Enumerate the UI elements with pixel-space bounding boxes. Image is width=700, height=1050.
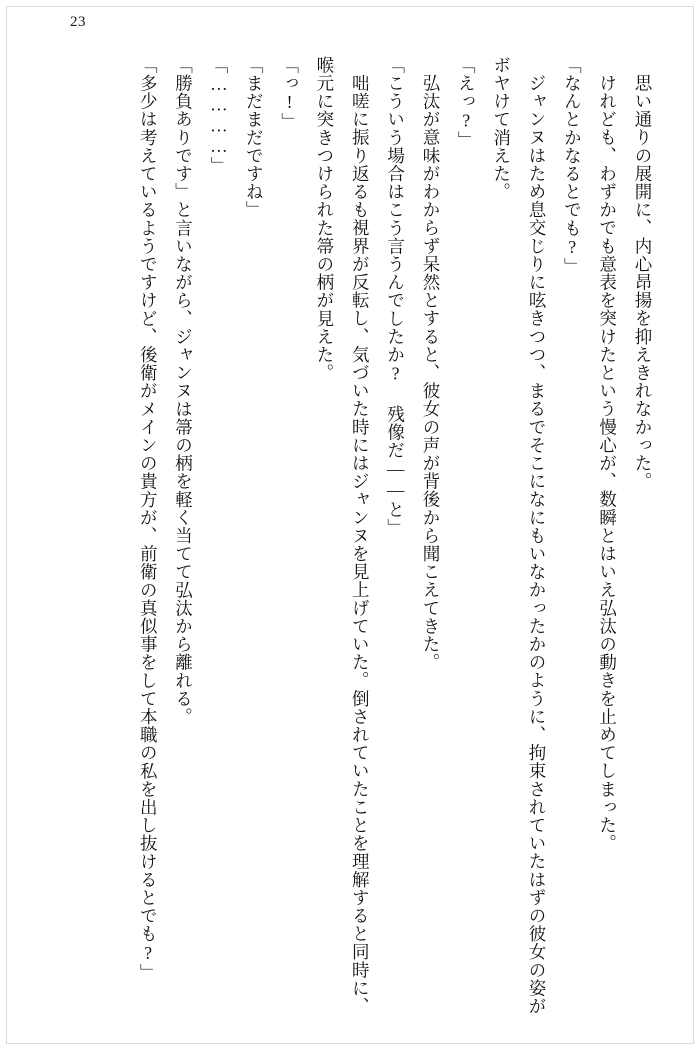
text-paragraph: 「えっ?」: [456, 56, 477, 149]
vertical-text-body: [38, 56, 660, 1022]
text-paragraph: 咄嗟に振り返るも視界が反転し、気づいた時にはジャンヌを見上げていた。倒されていたことを理解すると同時に、喉元に突きつけられた箒の柄が見えた。: [314, 56, 371, 1015]
text-paragraph: 弘汰が意味がわからず呆然とすると、彼女の声が背後から聞こえてきた。: [420, 73, 441, 671]
text-paragraph: 「っ!」: [279, 56, 300, 131]
text-paragraph: ジャンヌはため息交じりに呟きつつ、まるでそこになにもいなかったかのように、拘束されていたはずの彼女の姿がボヤけて消えた。: [491, 56, 547, 1015]
page-number: 23: [70, 14, 86, 30]
text-paragraph: 思い通りの展開に、内心昂揚を抑えきれなかった。: [633, 73, 653, 490]
text-paragraph: 「多少は考えているようですけど、後衛がメインの貴方が、前衛の真似事をして本職の私を出し抜けるとでも?」: [138, 56, 159, 982]
text-paragraph: 「まだまだですね」: [244, 56, 265, 219]
text-paragraph: 「なんとかなるとでも?」: [562, 56, 583, 276]
text-paragraph: 「こういう場合はこう言うんでしたか? 残像だ——と」: [385, 56, 406, 537]
text-paragraph: けれども、わずかでも意表を突けたという慢心が、数瞬とはいえ弘汰の動きを止めてしまった。: [597, 73, 618, 852]
text-paragraph: 「勝負ありです」と言いながら、ジャンヌは箒の柄を軽く当てて弘汰から離れる。: [173, 56, 194, 726]
text-paragraph: 「…………」: [208, 56, 229, 175]
